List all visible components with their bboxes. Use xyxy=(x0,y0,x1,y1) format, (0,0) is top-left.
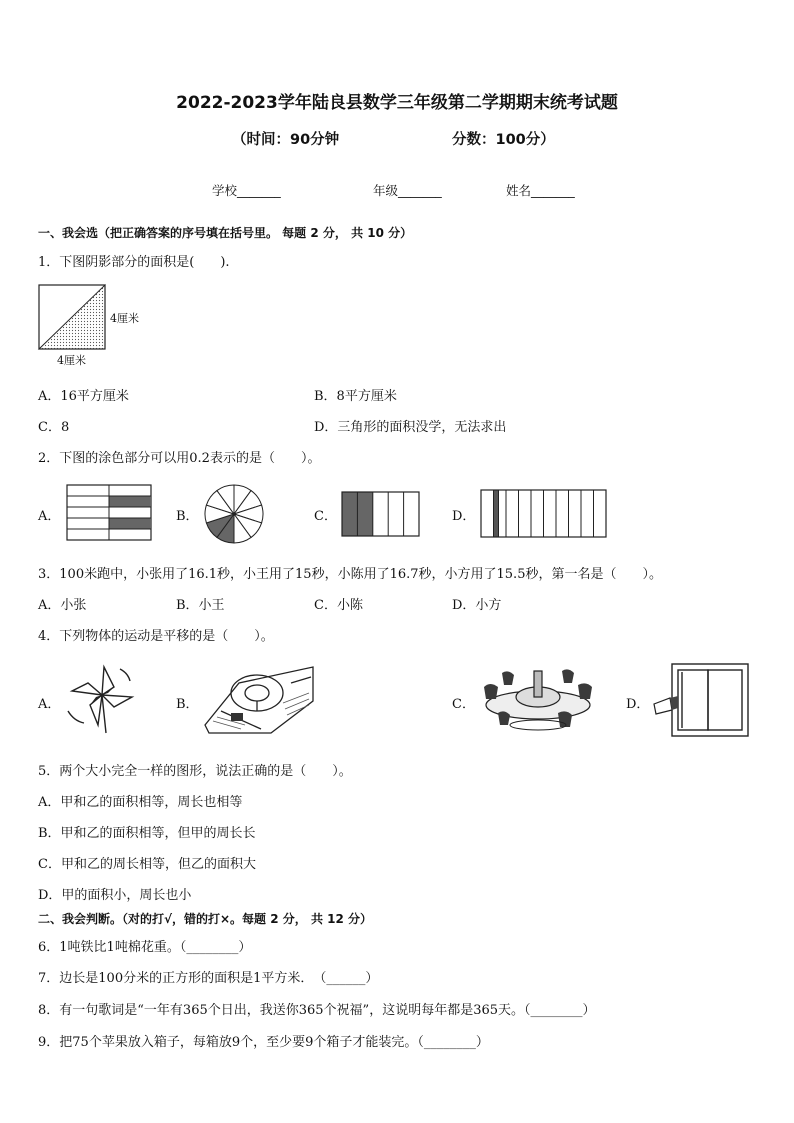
carousel-image xyxy=(478,663,600,733)
question-1-option-b[interactable]: B．8平方厘米 xyxy=(314,389,397,404)
question-4-label-c[interactable]: C． xyxy=(452,697,475,712)
grade-field: 年级_______ xyxy=(373,183,442,198)
question-7[interactable]: 7．边长是100分米的正方形的面积是1平方米． （______） xyxy=(38,971,379,986)
page-title: 2022-2023学年陆良县数学三年级第二学期期末统考试题 xyxy=(176,93,618,113)
question-3-option-d[interactable]: D．小方 xyxy=(452,598,502,613)
question-1-option-c[interactable]: C．8 xyxy=(38,420,70,435)
question-2-label-a[interactable]: A． xyxy=(38,509,61,524)
question-2-label-b[interactable]: B． xyxy=(176,509,199,524)
exam-score: 分数：100分） xyxy=(452,132,555,148)
question-2-figure-a xyxy=(66,484,152,542)
question-2-label-c[interactable]: C． xyxy=(314,509,337,524)
section-2-heading: 二、我会判断。（对的打√，错的打×。每题 2 分， 共 12 分） xyxy=(38,912,372,926)
question-3-option-a[interactable]: A．小张 xyxy=(38,598,87,613)
school-field: 学校_______ xyxy=(212,183,281,198)
question-3-stem: 3．100米跑中，小张用了16.1秒，小王用了15秒，小陈用了16.7秒，小方用了15.5秒，第一名是（ ）。 xyxy=(38,567,662,582)
steering-wheel-image xyxy=(201,663,317,735)
question-1-option-d[interactable]: D．三角形的面积没学，无法求出 xyxy=(314,420,507,435)
question-3-option-c[interactable]: C．小陈 xyxy=(314,598,363,613)
name-field: 姓名_______ xyxy=(506,183,575,198)
question-1-stem: 1．下图阴影部分的面积是( ). xyxy=(38,255,230,270)
question-2-stem: 2．下图的涂色部分可以用0.2表示的是（ ）。 xyxy=(38,451,321,466)
question-8[interactable]: 8．有一句歌词是“一年有365个日出，我送你365个祝福”，这说明每年都是365天。（________） xyxy=(38,1003,596,1018)
sliding-window-image xyxy=(650,660,750,740)
question-4-label-d[interactable]: D． xyxy=(626,697,650,712)
question-2-figure-b xyxy=(203,483,265,545)
question-5-stem: 5．两个大小完全一样的图形，说法正确的是（ ）。 xyxy=(38,764,352,779)
question-6[interactable]: 6．1吨铁比1吨棉花重。（________） xyxy=(38,940,252,955)
section-1-heading: 一、我会选（把正确答案的序号填在括号里。 每题 2 分， 共 10 分） xyxy=(38,226,413,240)
question-1-option-a[interactable]: A．16平方厘米 xyxy=(38,389,129,404)
exam-time: （时间：90分钟 xyxy=(232,132,340,148)
question-4-stem: 4．下列物体的运动是平移的是（ ）。 xyxy=(38,629,274,644)
question-4-label-a[interactable]: A． xyxy=(38,697,61,712)
question-5-option-d[interactable]: D．甲的面积小，周长也小 xyxy=(38,888,192,903)
question-1-side-label: 4厘米 xyxy=(110,312,139,325)
question-3-option-b[interactable]: B．小王 xyxy=(176,598,225,613)
question-5-option-b[interactable]: B．甲和乙的面积相等，但甲的周长长 xyxy=(38,826,256,841)
question-4-label-b[interactable]: B． xyxy=(176,697,199,712)
question-2-figure-d xyxy=(480,489,608,539)
question-5-option-c[interactable]: C．甲和乙的周长相等，但乙的面积大 xyxy=(38,857,256,872)
pinwheel-image xyxy=(62,663,142,735)
question-2-figure-c xyxy=(341,491,421,537)
question-5-option-a[interactable]: A．甲和乙的面积相等，周长也相等 xyxy=(38,795,243,810)
question-1-bottom-label: 4厘米 xyxy=(57,354,86,367)
question-2-label-d[interactable]: D． xyxy=(452,509,476,524)
question-9[interactable]: 9．把75个苹果放入箱子，每箱放9个，至少要9个箱子才能装完。（________） xyxy=(38,1035,489,1050)
